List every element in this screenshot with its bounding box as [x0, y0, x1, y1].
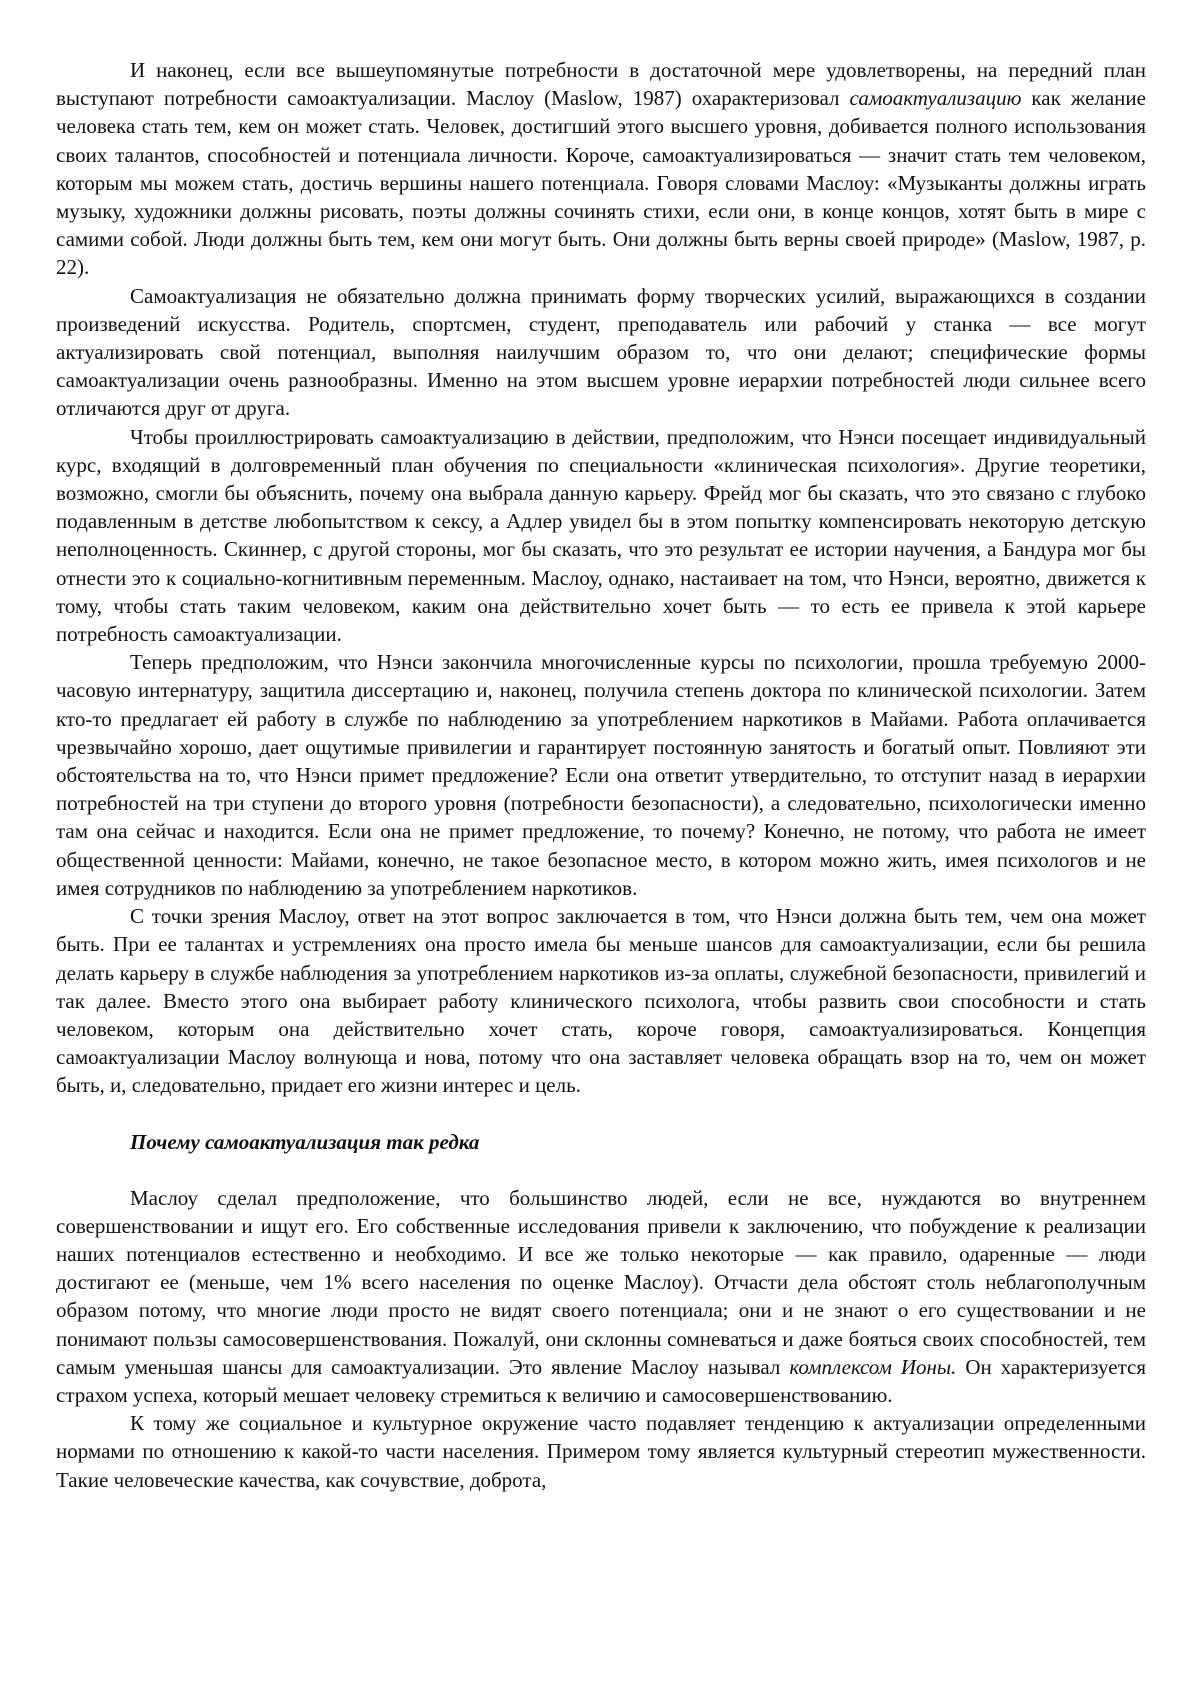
paragraph: [56, 56, 1146, 282]
section-heading: Почему самоактуализация так редка: [130, 1129, 480, 1154]
text-segment: Он характеризуется страхом успеха, который мешает человеку стремиться к величию и самосовершенствованию.: [56, 1354, 1147, 1407]
paragraph: [56, 1409, 1146, 1494]
paragraph: [56, 423, 1146, 649]
text-segment: Самоактуализация не обязательно должна принимать форму творческих усилий, выражающихся в создании произведений искусства. Родитель, спортсмен, студент, преподаватель или рабочий у станка — все могут актуализировать свой потенциал, выполняя наилучшим образом то, что они делают; специфические формы самоактуализации очень разнообразны. Именно на этом высшем уровне иерархии потребностей люди сильнее всего отличаются друг от друга.: [56, 283, 1146, 421]
text-segment: И наконец, если все вышеупомянутые потребности в достаточной мере удовлетворены, на передний план выступают потребности самоактуализации. Маслоу (Maslow, 1987) охарактеризовал: [56, 58, 1146, 111]
text-segment: Маслоу сделал предположение, что большинство людей, если не все, нуждаются во внутреннем совершенствовании и ищут его. Его собственные исследования привели к заключению, что побуждение к реализации наших потенциалов естественно и необходимо. И все же только некоторые — как правило, одаренные — люди достигают ее (меньше, чем 1% всего населения по оценке Маслоу). Отчасти дела обстоят столь неблагополучным образом потому, что многие люди просто не видят своего потенциала; они и не знают о его существовании и не понимают пользы самосовершенствования. Пожалуй, они склонны сомневаться и даже бояться своих способностей, тем самым уменьшая шансы для самоактуализации. Это явление Маслоу называл: [56, 1185, 1146, 1379]
text-segment: как желание человека стать тем, кем он может стать. Человек, достигший этого высшего уровня, добивается полного использования своих талантов, способностей и потенциала личности. Короче, самоактуализироваться — значит стать тем человеком, которым мы можем стать, достичь вершины нашего потенциала. Говоря словами Маслоу: «Музыканты должны играть музыку, художники должны рисовать, поэты должны сочинять стихи, если они, в конце концов, хотят быть в мире с самими собой. Люди должны быть тем, кем они могут быть. Они должны быть верны своей природе» (Maslow, 1987, p. 22).: [56, 86, 1146, 280]
paragraph: [56, 648, 1146, 902]
document-page: [56, 56, 1146, 1494]
paragraphs-bottom: [56, 1184, 1146, 1494]
paragraph: [56, 1184, 1146, 1410]
italic-term: комплексом Ионы.: [789, 1354, 957, 1379]
text-segment: С точки зрения Маслоу, ответ на этот вопрос заключается в том, что Нэнси должна быть тем, чем она может быть. При ее талантах и устремлениях она просто имела бы меньше шансов для самоактуализации, если бы решила делать карьеру в службе наблюдения за употреблением наркотиков из-за оплаты, служебной безопасности, привилегий и так далее. Вместо этого она выбирает работу клинического психолога, чтобы развить свои способности и стать человеком, которым она действительно хочет стать, короче говоря, самоактуализироваться. Концепция самоактуализации Маслоу волнующа и нова, потому что она заставляет человека обращать взор на то, чем он может быть, и, следовательно, придает его жизни интерес и цель.: [56, 904, 1146, 1098]
paragraphs-top: [56, 56, 1146, 1100]
text-segment: Чтобы проиллюстрировать самоактуализацию в действии, предположим, что Нэнси посещает индивидуальный курс, входящий в долговременный план обучения по специальности «клиническая психология». Другие теоретики, возможно, смогли бы объяснить, почему она выбрала данную карьеру. Фрейд мог бы сказать, что это связано с глубоко подавленным в детстве любопытством к сексу, а Адлер увидел бы в этом попытку компенсировать некоторую детскую неполноценность. Скиннер, с другой стороны, мог бы сказать, что это результат ее истории научения, а Бандура мог бы отнести это к социально-когнитивным переменным. Маслоу, однако, настаивает на том, что Нэнси, вероятно, движется к тому, чтобы стать таким человеком, каким она действительно хочет быть — то есть ее привела к этой карьере потребность самоактуализации.: [56, 424, 1146, 647]
paragraph: [56, 282, 1146, 423]
paragraph: [56, 902, 1146, 1099]
italic-term: самоактуализацию: [849, 86, 1022, 111]
text-segment: Теперь предположим, что Нэнси закончила многочисленные курсы по психологии, прошла требуемую 2000-часовую интернатуру, защитила диссертацию и, наконец, получила степень доктора по клинической психологии. Затем кто-то предлагает ей работу в службе по наблюдению за употреблением наркотиков в Майами. Работа оплачивается чрезвычайно хорошо, дает ощутимые привилегии и гарантирует постоянную занятость и богатый опыт. Повлияют эти обстоятельства на то, что Нэнси примет предложение? Если она ответит утвердительно, то отступит назад в иерархии потребностей на три ступени до второго уровня (потребности безопасности), а следовательно, психологически именно там она сейчас и находится. Если она не примет предложение, то почему? Конечно, не потому, что работа не имеет общественной ценности: Майами, конечно, не такое безопасное место, в котором можно жить, имея психологов и не имея сотрудников по наблюдению за употреблением наркотиков.: [56, 650, 1146, 900]
text-segment: К тому же социальное и культурное окружение часто подавляет тенденцию к актуализации определенными нормами по отношению к какой-то части населения. Примером тому является культурный стереотип мужественности. Такие человеческие качества, как сочувствие, доброта,: [56, 1411, 1146, 1492]
